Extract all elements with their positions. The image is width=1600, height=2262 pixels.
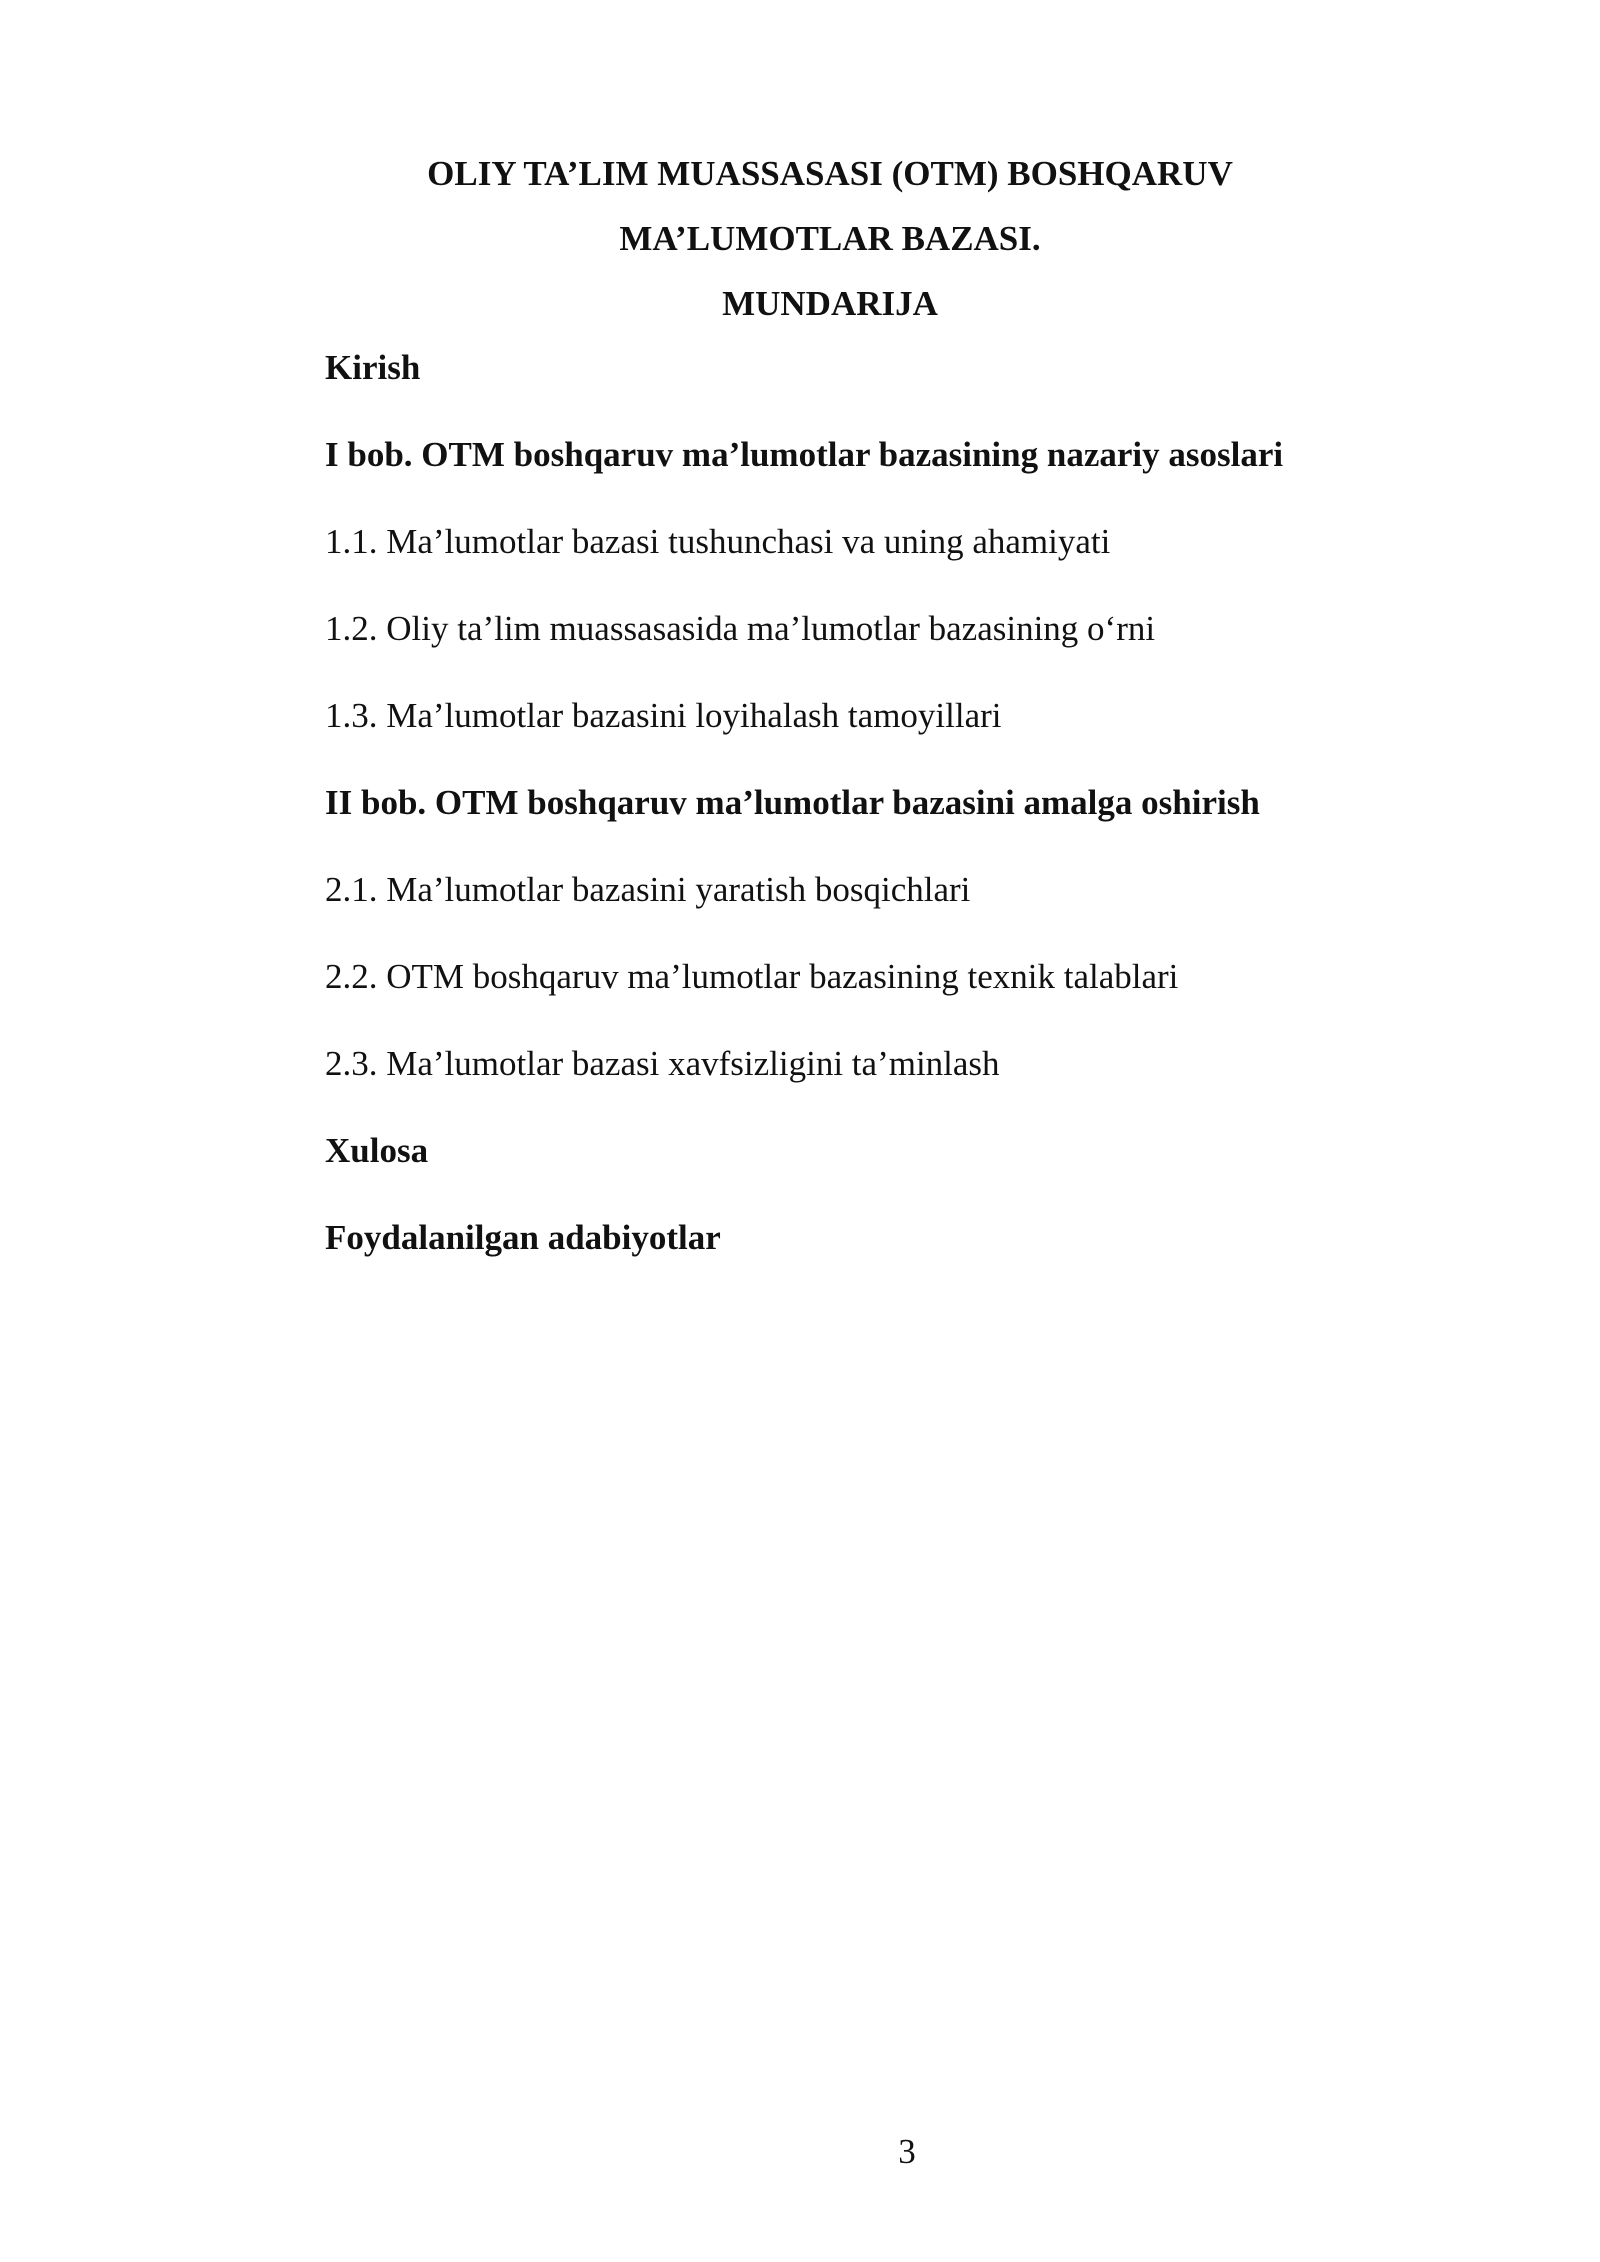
toc-entry-references: Foydalanilgan adabiyotlar: [325, 1218, 721, 1257]
document-title-line-1: OLIY TA’LIM MUASSASASI (OTM) BOSHQARUV: [427, 154, 1233, 193]
toc-entry-introduction: Kirish: [325, 348, 421, 387]
toc-entry-chapter-2: II bob. OTM boshqaruv ma’lumotlar bazasini amalga oshirish: [325, 783, 1260, 822]
toc-entry-conclusion: Xulosa: [325, 1131, 429, 1170]
toc-entry-chapter-1: I bob. OTM boshqaruv ma’lumotlar bazasining nazariy asoslari: [325, 435, 1284, 474]
toc-entry-section-2-2: 2.2. OTM boshqaruv ma’lumotlar bazasining texnik talablari: [325, 957, 1179, 996]
toc-entry-section-2-3: 2.3. Ma’lumotlar bazasi xavfsizligini ta’minlash: [325, 1044, 1000, 1083]
toc-entry-section-2-1: 2.1. Ma’lumotlar bazasini yaratish bosqichlari: [325, 870, 971, 909]
toc-entry-section-1-1: 1.1. Ma’lumotlar bazasi tushunchasi va uning ahamiyati: [325, 522, 1111, 561]
toc-heading: MUNDARIJA: [722, 284, 938, 323]
document-title-line-2: MA’LUMOTLAR BAZASI.: [619, 219, 1041, 258]
page-number: 3: [898, 2132, 916, 2171]
toc-entry-section-1-2: 1.2. Oliy ta’lim muassasasida ma’lumotlar bazasining o‘rni: [325, 609, 1156, 648]
toc-entry-section-1-3: 1.3. Ma’lumotlar bazasini loyihalash tamoyillari: [325, 696, 1002, 735]
table-of-contents: [325, 346, 1385, 1303]
